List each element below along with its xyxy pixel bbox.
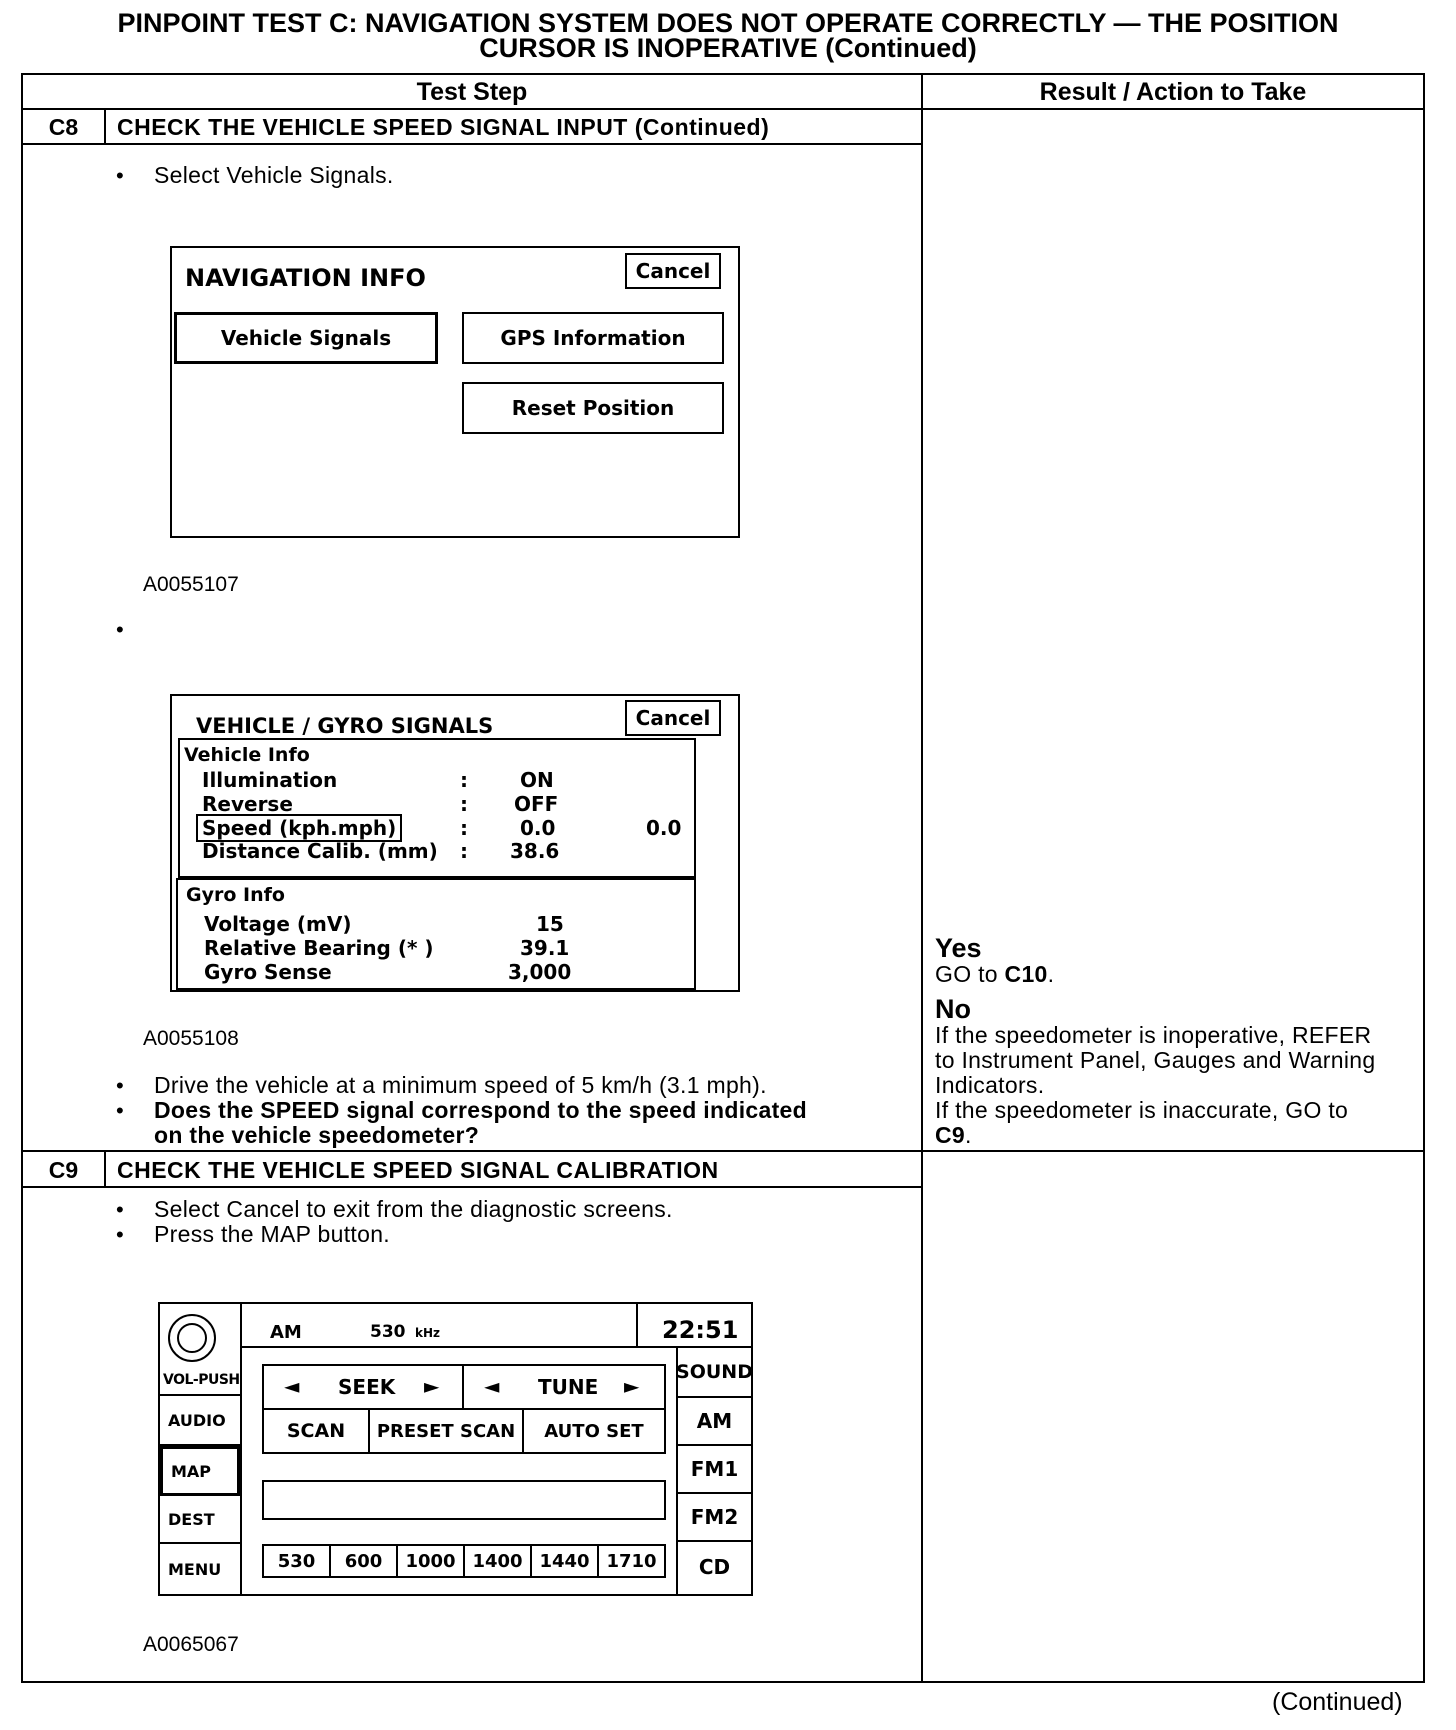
cancel-button[interactable]: Cancel bbox=[625, 253, 721, 289]
result-no-line-3: Indicators. bbox=[935, 1072, 1045, 1098]
tune-label: TUNE bbox=[538, 1375, 599, 1399]
vehicle-gyro-signals-title: VEHICLE / GYRO SIGNALS bbox=[196, 714, 494, 738]
navigation-info-screen bbox=[170, 246, 740, 538]
c8-step-title: CHECK THE VEHICLE SPEED SIGNAL INPUT (Continued) bbox=[117, 114, 770, 140]
result-no-line-4: If the speedometer is inaccurate, GO to bbox=[935, 1097, 1349, 1123]
bullet: • bbox=[116, 617, 124, 642]
gyro-sense-label: Gyro Sense bbox=[204, 960, 332, 984]
map-button[interactable]: MAP bbox=[160, 1446, 240, 1496]
band-label: AM bbox=[270, 1322, 302, 1343]
cd-button[interactable]: CD bbox=[676, 1540, 751, 1592]
fm2-button[interactable]: FM2 bbox=[676, 1492, 751, 1542]
gyro-info-heading: Gyro Info bbox=[186, 884, 285, 906]
colon: : bbox=[460, 792, 468, 816]
bullet: • bbox=[116, 1222, 124, 1247]
audio-button[interactable]: AUDIO bbox=[160, 1396, 240, 1446]
illumination-label: Illumination bbox=[202, 768, 338, 792]
radio-head-unit bbox=[158, 1302, 753, 1596]
relative-bearing-label: Relative Bearing (* ) bbox=[204, 936, 434, 960]
colon: : bbox=[460, 839, 468, 863]
seek-label: SEEK bbox=[338, 1375, 396, 1399]
c9-title-rule bbox=[21, 1186, 923, 1188]
distance-calib-value: 38.6 bbox=[510, 839, 560, 863]
gyro-info-panel bbox=[176, 878, 696, 990]
right-button-column bbox=[676, 1348, 751, 1594]
c9-id-divider bbox=[104, 1150, 106, 1186]
volume-knob-area bbox=[160, 1304, 240, 1396]
auto-set-button[interactable]: AUTO SET bbox=[544, 1420, 644, 1442]
preset-button[interactable]: 600 bbox=[331, 1546, 398, 1576]
colon: : bbox=[460, 768, 468, 792]
c8-step-id: C8 bbox=[48, 114, 79, 140]
figure-id: A0055107 bbox=[143, 573, 239, 596]
c8-question-line-1: Does the SPEED signal correspond to the speed indicated bbox=[154, 1097, 807, 1123]
voltage-label: Voltage (mV) bbox=[204, 912, 352, 936]
clock: 22:51 bbox=[662, 1316, 739, 1344]
result-no-label: No bbox=[935, 994, 971, 1024]
scan-bar bbox=[262, 1408, 666, 1454]
c8-title-rule bbox=[21, 143, 923, 145]
header-rule bbox=[21, 108, 1425, 110]
frequency-unit: kHz bbox=[415, 1326, 441, 1340]
volume-knob-icon[interactable] bbox=[168, 1314, 216, 1362]
relative-bearing-value: 39.1 bbox=[520, 936, 570, 960]
page-title-line-2: CURSOR IS INOPERATIVE (Continued) bbox=[479, 33, 977, 63]
seek-tune-bar bbox=[262, 1364, 666, 1410]
c8-bullet-select-vehicle-signals: Select Vehicle Signals. bbox=[154, 162, 394, 188]
speed-value-mph: 0.0 bbox=[646, 816, 682, 840]
col-header-test-step: Test Step bbox=[416, 78, 528, 106]
am-button[interactable]: AM bbox=[676, 1396, 751, 1446]
bullet: • bbox=[116, 1098, 124, 1123]
reset-position-button[interactable]: Reset Position bbox=[462, 382, 724, 434]
vehicle-signals-button[interactable]: Vehicle Signals bbox=[174, 312, 438, 364]
vehicle-info-panel bbox=[178, 738, 696, 878]
preset-scan-button[interactable]: PRESET SCAN bbox=[370, 1410, 524, 1452]
result-no-line-5: C9. bbox=[935, 1122, 972, 1148]
bullet: • bbox=[116, 1073, 124, 1098]
tune-right-arrow-icon[interactable]: ► bbox=[624, 1374, 640, 1398]
reverse-value: OFF bbox=[514, 792, 559, 816]
bullet: • bbox=[116, 163, 124, 188]
sound-button[interactable]: SOUND bbox=[676, 1348, 751, 1398]
result-no-line-2: to Instrument Panel, Gauges and Warning bbox=[935, 1047, 1376, 1073]
seek-control[interactable] bbox=[264, 1366, 464, 1408]
preset-bar bbox=[262, 1544, 666, 1578]
c9-step-title: CHECK THE VEHICLE SPEED SIGNAL CALIBRATION bbox=[117, 1157, 719, 1183]
c9-bullet-select-cancel: Select Cancel to exit from the diagnostic screens. bbox=[154, 1196, 673, 1222]
figure-id: A0065067 bbox=[143, 1633, 239, 1656]
vehicle-gyro-signals-screen bbox=[170, 694, 740, 992]
speed-label: Speed (kph.mph) bbox=[196, 814, 402, 842]
tune-control[interactable] bbox=[464, 1366, 664, 1408]
colon: : bbox=[460, 816, 468, 840]
vol-push-label: VOL-PUSH bbox=[163, 1372, 240, 1388]
result-no-line-1: If the speedometer is inoperative, REFER bbox=[935, 1022, 1372, 1048]
result-yes-text: GO to C10. bbox=[935, 961, 1055, 987]
preset-button[interactable]: 1000 bbox=[398, 1546, 465, 1576]
seek-right-arrow-icon[interactable]: ► bbox=[424, 1374, 440, 1398]
dest-button[interactable]: DEST bbox=[160, 1496, 240, 1544]
text-display bbox=[262, 1480, 666, 1520]
page-title-line-1: PINPOINT TEST C: NAVIGATION SYSTEM DOES NOT OPERATE CORRECTLY — THE POSITION bbox=[117, 8, 1339, 38]
gps-information-button[interactable]: GPS Information bbox=[462, 312, 724, 364]
preset-button[interactable]: 1400 bbox=[465, 1546, 532, 1576]
vehicle-info-heading: Vehicle Info bbox=[184, 744, 310, 766]
speed-value-kph: 0.0 bbox=[520, 816, 556, 840]
preset-button[interactable]: 1710 bbox=[606, 1550, 657, 1572]
distance-calib-label: Distance Calib. (mm) bbox=[202, 839, 438, 863]
c8-question-line-2: on the vehicle speedometer? bbox=[154, 1122, 480, 1148]
preset-button[interactable]: 530 bbox=[264, 1546, 331, 1576]
cancel-button[interactable]: Cancel bbox=[625, 700, 721, 736]
navigation-info-title: NAVIGATION INFO bbox=[185, 264, 426, 292]
fm1-button[interactable]: FM1 bbox=[676, 1444, 751, 1494]
c9-bullet-press-map: Press the MAP button. bbox=[154, 1221, 390, 1247]
continued-footer: (Continued) bbox=[1272, 1688, 1403, 1716]
left-button-column bbox=[160, 1304, 242, 1594]
c8-c9-rule bbox=[21, 1150, 1425, 1152]
gyro-sense-value: 3,000 bbox=[508, 960, 572, 984]
scan-button[interactable]: SCAN bbox=[264, 1410, 370, 1452]
column-divider bbox=[921, 73, 923, 1683]
voltage-value: 15 bbox=[536, 912, 564, 936]
c8-bullet-drive-vehicle: Drive the vehicle at a minimum speed of 5 km/h (3.1 mph). bbox=[154, 1072, 767, 1098]
result-yes-label: Yes bbox=[935, 933, 982, 963]
bullet: • bbox=[116, 1197, 124, 1222]
clock-divider bbox=[636, 1304, 638, 1348]
preset-button[interactable]: 1440 bbox=[532, 1546, 599, 1576]
frequency-value: 530 bbox=[370, 1322, 406, 1342]
menu-button[interactable]: MENU bbox=[168, 1559, 222, 1579]
seek-left-arrow-icon[interactable]: ◄ bbox=[284, 1374, 300, 1398]
col-header-result: Result / Action to Take bbox=[1039, 78, 1307, 106]
reverse-label: Reverse bbox=[202, 792, 293, 816]
figure-id: A0055108 bbox=[143, 1027, 239, 1050]
c9-step-id: C9 bbox=[48, 1157, 79, 1183]
tune-left-arrow-icon[interactable]: ◄ bbox=[484, 1374, 500, 1398]
c8-id-divider bbox=[104, 108, 106, 144]
illumination-value: ON bbox=[520, 768, 554, 792]
